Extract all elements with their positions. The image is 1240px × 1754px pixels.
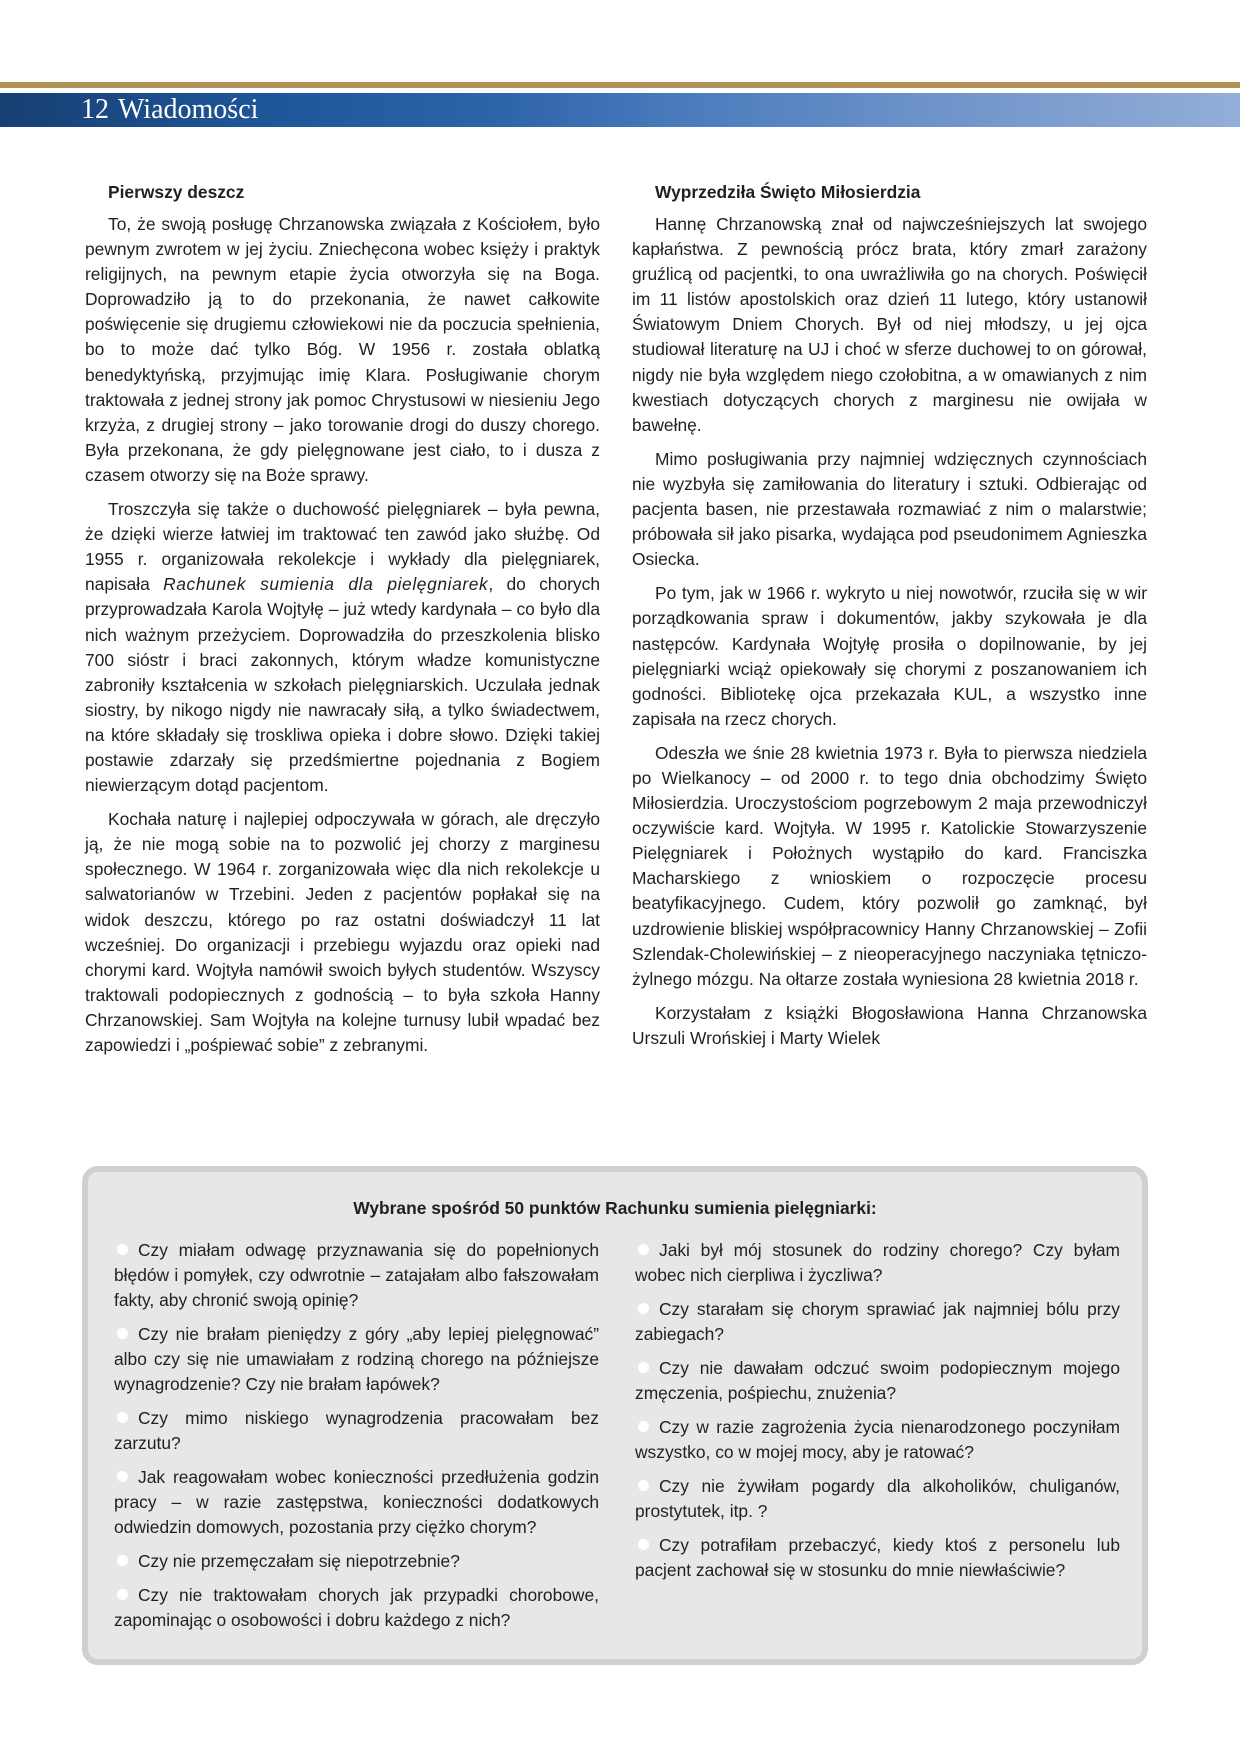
paragraph: Mimo posługiwania przy najmniej wdzięcznych czynnościach nie wyzbyła się zamiłowania do literatury i sztuki. Odbierając od pacjenta basen, nie przestawała rozmawiać z nim o malarstwie; próbowała sił jako pisarka, wydająca pod pseudonimem Agnieszka Osiecka. [632,448,1147,570]
list-item [114,1549,599,1574]
bullet-icon [117,1555,128,1566]
list-item-text: Czy nie brałam pieniędzy z góry „aby lepiej pielęgnować” albo czy się nie umawiałam z rodziną chorego na późniejsze wynagrodzenie? Czy nie brałam łapówek? [114,1324,599,1394]
right-column [632,180,1147,1060]
paragraph [85,497,600,798]
left-column [85,180,600,1067]
running-header [81,93,258,127]
list-item [635,1297,1120,1347]
bullet-icon [117,1589,128,1600]
page-number: 12 [81,94,109,125]
list-item-text: Czy nie traktowałam chorych jak przypadki chorobowe, zapominając o osobowości i dobru każdego z nich? [114,1585,599,1630]
right-column-heading: Wyprzedziła Święto Miłosierdzia [655,182,921,202]
list-item-text: Czy nie dawałam odczuć swoim podopiecznym mojego zmęczenia, pośpiechu, znużenia? [635,1358,1120,1403]
list-item-text: Czy starałam się chorym sprawiać jak najmniej bólu przy zabiegach? [635,1299,1120,1344]
book-title: Rachunek sumienia dla pielęgniarek [163,574,489,595]
list-item [114,1406,599,1456]
paragraph: To, że swoją posługę Chrzanowska związała z Kościołem, było pewnym zwrotem w jej życiu. Zniechęcona wobec księży i praktyk religijnych, na pewnym etapie życia otworzyła się na Boga. Doprowadziło ją to do przekonania, że nawet całkowite poświęcenie się drugiemu człowiekowi nie da poczucia spełnienia, bo to może dać tylko Bóg. W 1956 r. została oblatką benedyktyńską, przyjmując imię Klara. Posługiwanie chorym traktowała z jednej strony jak pomoc Chrystusowi w niesieniu Jego krzyża, z drugiej strony – jako torowanie drogi do duszy chorego. Była przekonana, że gdy pielęgnowane jest ciało, to i dusza z czasem otworzy się na Boże sprawy. [85,214,600,485]
bullet-icon [638,1539,649,1550]
list-item [635,1356,1120,1406]
section-title: Wiadomości [118,94,259,125]
paragraph: Odeszła we śnie 28 kwietnia 1973 r. Była to pierwsza niedziela po Wielkanocy – od 2000 r. to tego dnia obchodzimy Święto Miłosierdzia. Uroczystościom pogrzebowym 2 maja przewodniczył oczywiście kard. Wojtyła. W 1995 r. Katolickie Stowarzyszenie Pielęgniarek i Położnych wystąpiło do kard. Franciszka Macharskiego z wnioskiem o rozpoczęcie procesu beatyfikacyjnego. Cudem, który pozwolił go zamknąć, był uzdrowienie bliskiej współpracownicy Hanny Chrzanowskiej – Zofii Szlendak-Cholewińskiej – z nieoperacyjnego naczyniaka tętniczo-żylnego mózgu. Na ołtarze została wyniesiona 28 kwietnia 2018 r. [632,742,1147,989]
list-item-text: Czy mimo niskiego wynagrodzenia pracowałam bez zarzutu? [114,1408,599,1453]
bullet-icon [117,1244,128,1255]
paragraph: Hannę Chrzanowską znał od najwcześniejszych lat swojego kapłaństwa. Z pewnością prócz brata, który zmarł zarażony gruźlicą od pacjentki, to ona uwrażliwiła go na chorych. Poświęcił im 11 listów apostolskich oraz dzień 11 lutego, który ustanowił Światowym Dniem Chorych. Był od niej młodszy, u jej ojca studiował literaturę na UJ i choć w sferze duchowej to on górował, nigdy nie była względem niego czołobitna, a w omawianych z nim kwestiach dotyczących chorych z marginesu nie owijała w bawełnę. [632,214,1147,435]
list-item-text: Czy nie żywiłam pogardy dla alkoholików, chuliganów, prostytutek, itp. ? [635,1476,1120,1521]
source-note: Korzystałam z książki Błogosławiona Hanna Chrzanowska Urszuli Wrońskiej i Marty Wielek [632,1002,1147,1048]
list-item-text: Czy w razie zagrożenia życia nienarodzonego poczyniłam wszystko, co w mojej mocy, aby je ratować? [635,1417,1120,1462]
list-item-text: Jaki był mój stosunek do rodziny chorego? Czy byłam wobec nich cierpliwa i życzliwa? [635,1240,1120,1285]
bullet-icon [638,1362,649,1373]
list-item-text: Czy potrafiłam przebaczyć, kiedy ktoś z personelu lub pacjent zachował się w stosunku do mnie niewłaściwie? [635,1535,1120,1580]
box-right-list [635,1238,1120,1592]
bullet-icon [638,1303,649,1314]
left-column-heading: Pierwszy deszcz [108,182,245,202]
box-title: Wybrane spośród 50 punktów Rachunku sumienia pielęgniarki: [353,1198,877,1218]
list-item [114,1583,599,1633]
list-item [635,1415,1120,1465]
list-item [114,1465,599,1540]
list-item-text: Jak reagowałam wobec konieczności przedłużenia godzin pracy – w razie zastępstwa, konieczności dodatkowych odwiedzin domowych, pozostania przy ciężko chorym? [114,1467,599,1537]
list-item-text: Czy miałam odwagę przyznawania się do popełnionych błędów i pomyłek, czy odwrotnie – zatajałam albo fałszowałam fakty, aby chronić swoją opinię? [114,1240,599,1310]
bullet-icon [638,1244,649,1255]
bullet-icon [638,1421,649,1432]
box-left-list [114,1238,599,1642]
list-item [635,1533,1120,1583]
list-item [114,1238,599,1313]
bullet-icon [117,1412,128,1423]
bullet-icon [117,1471,128,1482]
paragraph-text: , do chorych przyprowadzała Karola Wojtyłę – już wtedy kardynała – co było dla nich ważnym przeżyciem. Doprowadziła do przeszkolenia blisko 700 sióstr i braci zakonnych, którym władze komunistyczne zabroniły kształcenia w szkołach pielęgniarskich. Uczulała jednak siostry, by nikogo nigdy nie nawracały siłą, a tylko świadectwem, na które składały się troskliwa opieka i dobre słowo. Dzięki takiej postawie zdarzały się przedśmiertne pojednania z Bogiem niewierzącym dotąd pacjentom. [85,574,600,796]
header-gold-rule [0,82,1240,88]
list-item [635,1474,1120,1524]
bullet-icon [117,1328,128,1339]
bullet-icon [638,1480,649,1491]
list-item-text: Czy nie przemęczałam się niepotrzebnie? [138,1551,460,1571]
list-item [114,1322,599,1397]
conscience-examination-box [82,1166,1148,1665]
list-item [635,1238,1120,1288]
paragraph-text: Troszczyła się także o duchowość pielęgniarek – była pewna, że dzięki wierze łatwiej im traktować ten zawód jako służbę. Od 1955 r. organizowała rekolekcje i wykłady dla pielęgniarek, napisała [85,499,600,595]
paragraph: Po tym, jak w 1966 r. wykryto u niej nowotwór, rzuciła się w wir porządkowania spraw i dokumentów, jakby szykowała je dla następców. Kardynała Wojtyłę prosiła o dopilnowanie, by jej pielęgniarki wciąż opiekowały się chorymi z poszanowaniem ich godności. Bibliotekę ojca przekazała KUL, a wszystko inne zapisała na rzecz chorych. [632,583,1147,729]
paragraph: Kochała naturę i najlepiej odpoczywała w górach, ale dręczyło ją, że nie mogą sobie na to pozwolić jej chorzy z marginesu społecznego. W 1964 r. zorganizowała więc dla nich rekolekcje u salwatorianów w Trzebini. Jeden z pacjentów popłakał się na widok deszczu, którego po raz ostatni doświadczył 11 lat wcześniej. Do organizacji i przebiegu wyjazdu oraz opieki nad chorymi kard. Wojtyła namówił swoich byłych studentów. Wszyscy traktowali podopiecznych z godnością – to była szkoła Hanny Chrzanowskiej. Sam Wojtyła na kolejne turnusy lubił wpadać bez zapowiedzi i „pośpiewać sobie” z zebranymi. [85,809,600,1055]
